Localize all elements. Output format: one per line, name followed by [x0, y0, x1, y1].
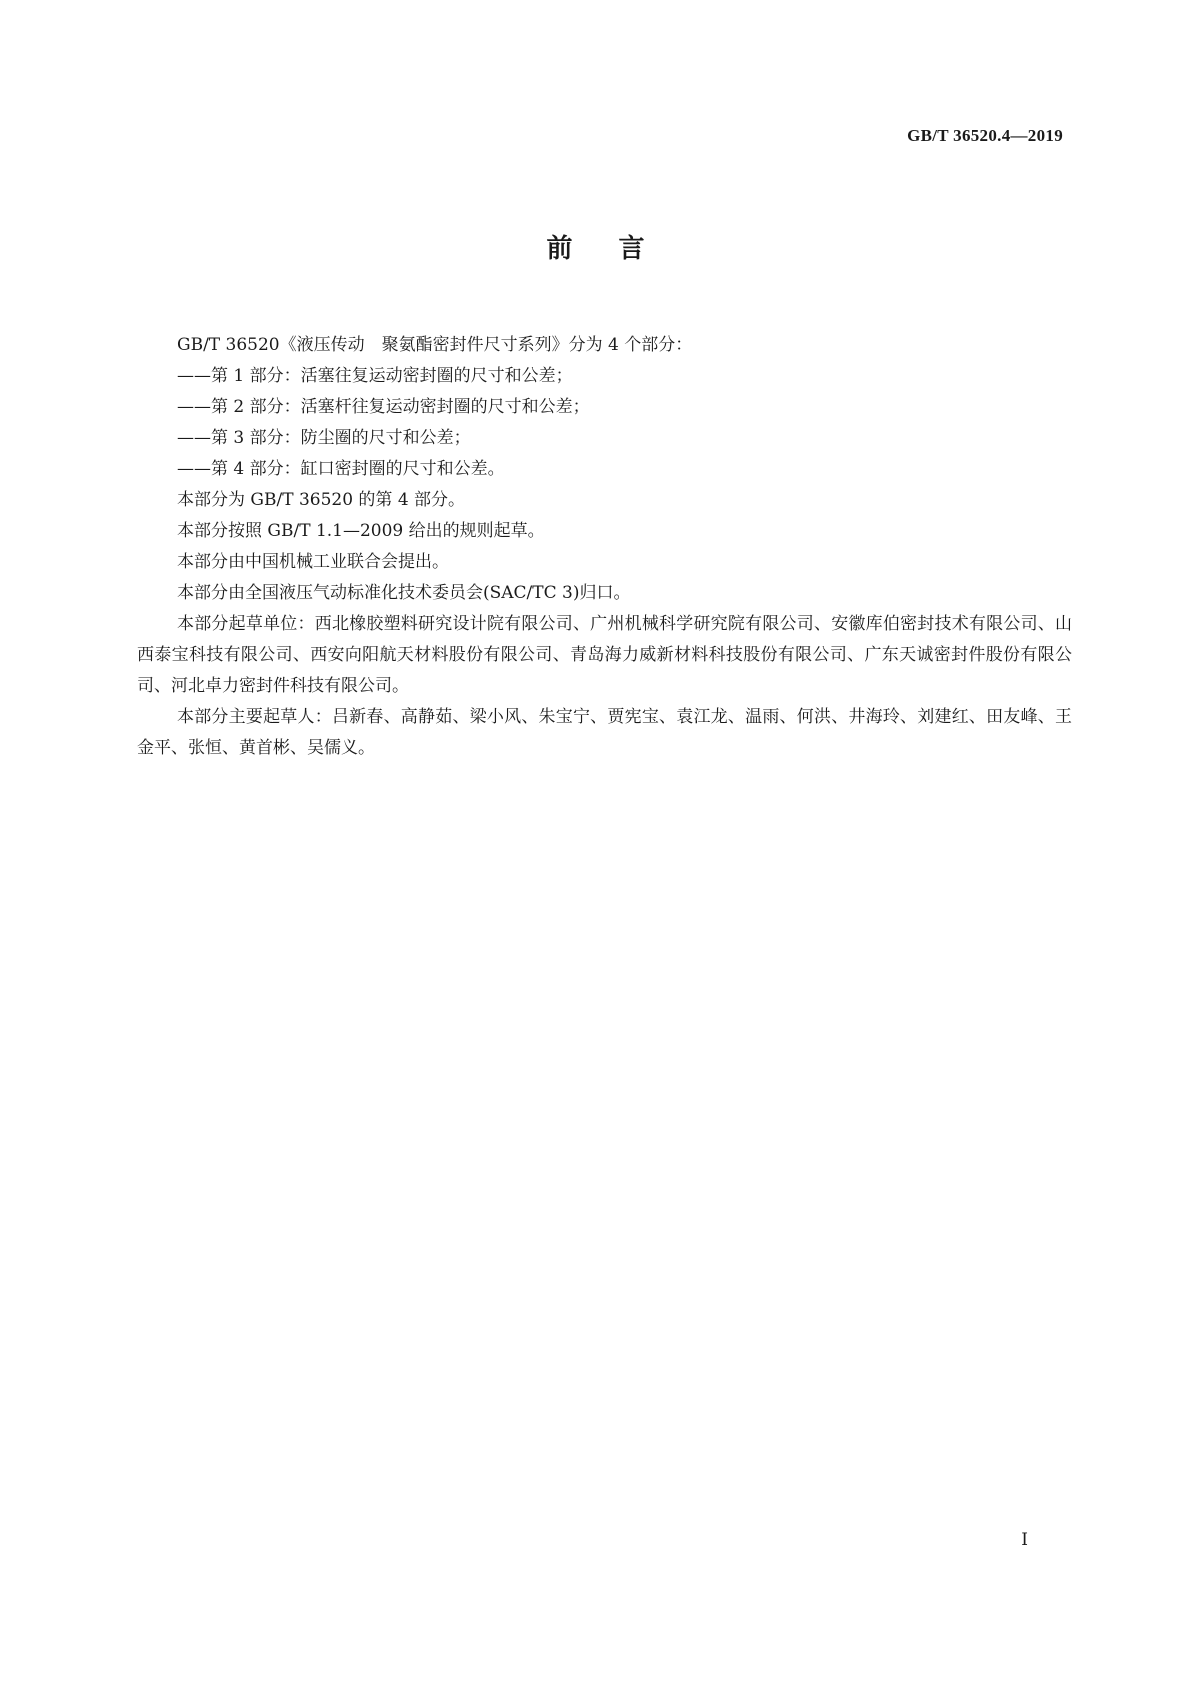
part-list-item: ——第 1 部分：活塞往复运动密封圈的尺寸和公差； [177, 366, 573, 386]
page-title: 前言 [546, 234, 691, 264]
page-number: I [1021, 1530, 1028, 1550]
body-paragraph: 本部分按照 GB/T 1.1—2009 给出的规则起草。 [177, 521, 545, 541]
intro-paragraph: GB/T 36520《液压传动 聚氨酯密封件尺寸系列》分为 4 个部分： [177, 335, 693, 355]
part-list-item: ——第 2 部分：活塞杆往复运动密封圈的尺寸和公差； [177, 397, 590, 417]
standard-code: GB/T 36520.4—2019 [907, 126, 1063, 145]
body-paragraph: 本部分为 GB/T 36520 的第 4 部分。 [177, 490, 466, 510]
part-list-item: ——第 4 部分：缸口密封圈的尺寸和公差。 [177, 459, 505, 479]
drafting-units-paragraph: 本部分起草单位：西北橡胶塑料研究设计院有限公司、广州机械科学研究院有限公司、安徽库伯密封技术有限公司、山西泰宝科技有限公司、西安向阳航天材料股份有限公司、青岛海力威新材料科技股份有限公司、广东天诚密封件股份有限公司、河北卓力密封件科技有限公司。 [137, 614, 1072, 696]
body-paragraph: 本部分由全国液压气动标准化技术委员会(SAC/TC 3)归口。 [177, 583, 631, 603]
part-list-item: ——第 3 部分：防尘圈的尺寸和公差； [177, 428, 471, 448]
body-paragraph: 本部分由中国机械工业联合会提出。 [177, 552, 449, 572]
drafters-paragraph: 本部分主要起草人：吕新春、高静茹、梁小风、朱宝宁、贾宪宝、袁江龙、温雨、何洪、井海玲、刘建红、田友峰、王金平、张恒、黄首彬、吴儒义。 [137, 707, 1072, 758]
document-body [137, 330, 1072, 764]
